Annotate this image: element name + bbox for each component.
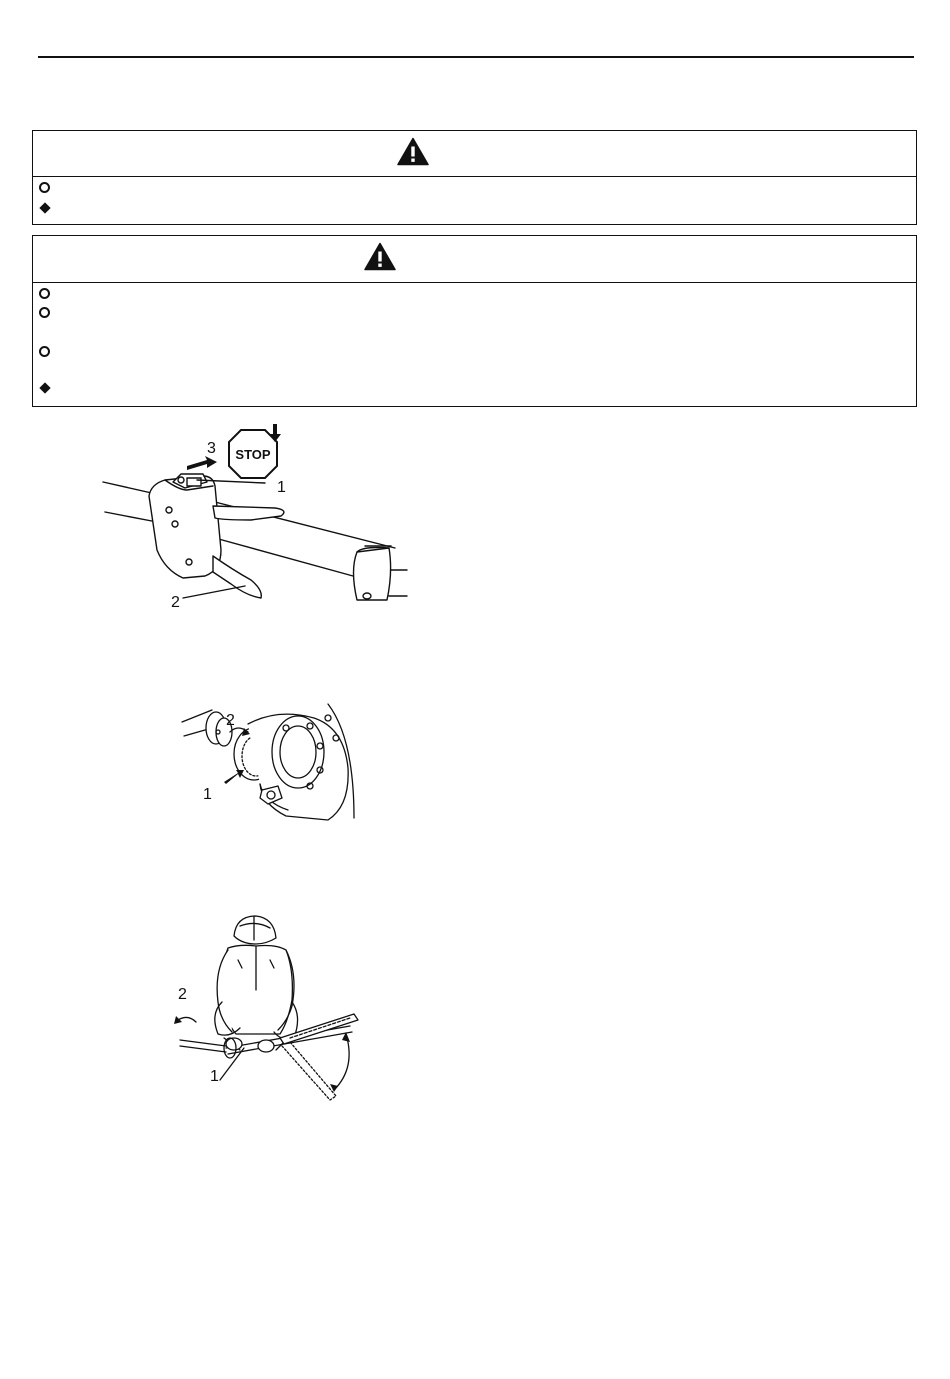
warning-triangle-icon bbox=[364, 243, 396, 276]
warning-body bbox=[33, 177, 916, 224]
callout-1: 1 bbox=[210, 1068, 219, 1085]
callout-2: 2 bbox=[226, 712, 235, 729]
warning-header bbox=[33, 131, 916, 177]
diamond-bullet-icon bbox=[39, 202, 50, 213]
callout-1: 1 bbox=[277, 479, 286, 496]
stop-sign-text: STOP bbox=[235, 447, 271, 462]
operator-illustration bbox=[170, 910, 370, 1110]
circle-bullet-icon bbox=[39, 346, 50, 357]
diamond-bullet-icon bbox=[39, 382, 50, 393]
throttle-handle-illustration bbox=[95, 420, 415, 620]
warning-body bbox=[33, 283, 916, 406]
callout-3: 3 bbox=[207, 440, 216, 457]
callout-2: 2 bbox=[178, 986, 187, 1003]
figure-gearbox-coupling bbox=[178, 698, 358, 828]
circle-bullet-icon bbox=[39, 182, 50, 193]
figure-throttle-handle bbox=[95, 420, 415, 620]
circle-bullet-icon bbox=[39, 307, 50, 318]
callout-2: 2 bbox=[171, 594, 180, 611]
circle-bullet-icon bbox=[39, 288, 50, 299]
warning-box-2 bbox=[32, 235, 917, 407]
warning-header bbox=[33, 236, 916, 283]
figure-operator bbox=[170, 910, 370, 1110]
callout-1: 1 bbox=[203, 786, 212, 803]
warning-triangle-icon bbox=[397, 137, 429, 170]
warning-box-1 bbox=[32, 130, 917, 225]
top-rule bbox=[38, 56, 914, 58]
gearbox-illustration bbox=[178, 698, 358, 828]
